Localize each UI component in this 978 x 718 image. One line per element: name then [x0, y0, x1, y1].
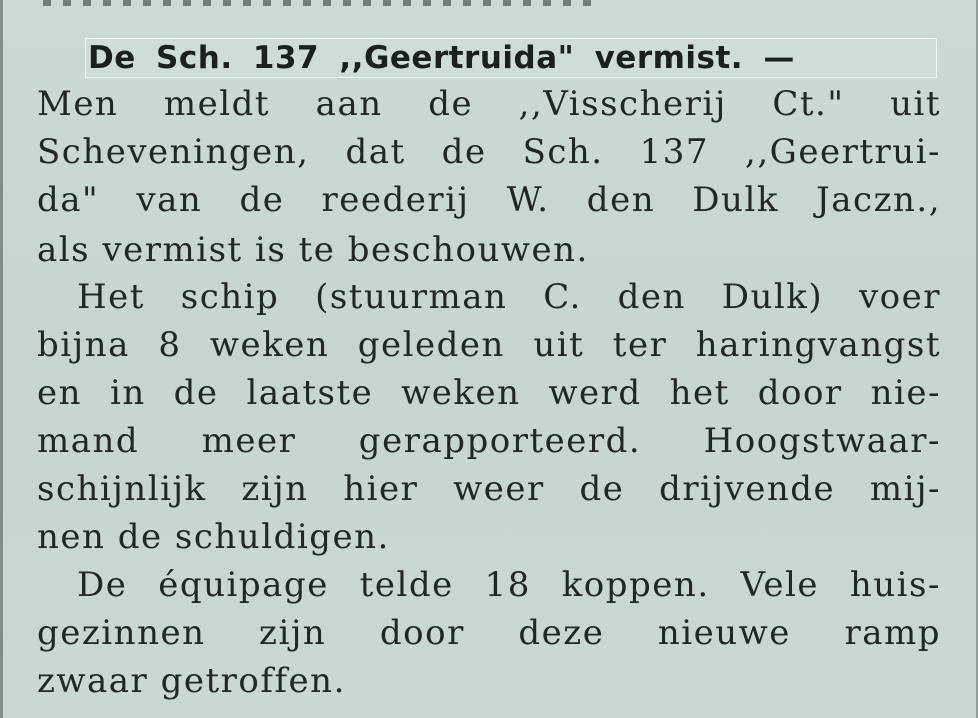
- article-line-10: nen de schuldigen.: [37, 517, 390, 557]
- article-line-8: mand meer gerapporteerd. Hoogstwaar-: [37, 421, 941, 461]
- article-line-9: schijnlijk zijn hier weer de drijvende mij-: [37, 469, 941, 509]
- article-line-6: bijna 8 weken geleden uit ter haringvangst: [37, 325, 941, 365]
- article-line-5: Het schip (stuurman C. den Dulk) voer: [77, 277, 941, 317]
- article-line-3: da" van de reederij W. den Dulk Jaczn.,: [37, 180, 941, 220]
- article-line-11: De équipage telde 18 koppen. Vele huis-: [77, 565, 941, 605]
- article-line-12: gezinnen zijn door deze nieuwe ramp: [37, 613, 941, 653]
- article-line-1: Men meldt aan de ,,Visscherij Ct." uit: [37, 84, 941, 124]
- article-headline: De Sch. 137 ,,Geertruida" vermist. —: [85, 38, 937, 78]
- article-line-13: zwaar getroffen.: [37, 661, 346, 701]
- article-line-4: als vermist is te beschouwen.: [37, 230, 589, 270]
- article-line-2: Scheveningen, dat de Sch. 137 ,,Geertrui-: [37, 132, 941, 172]
- article-line-7: en in de laatste weken werd het door nie-: [37, 373, 941, 413]
- cut-off-text-fragment: [43, 0, 603, 6]
